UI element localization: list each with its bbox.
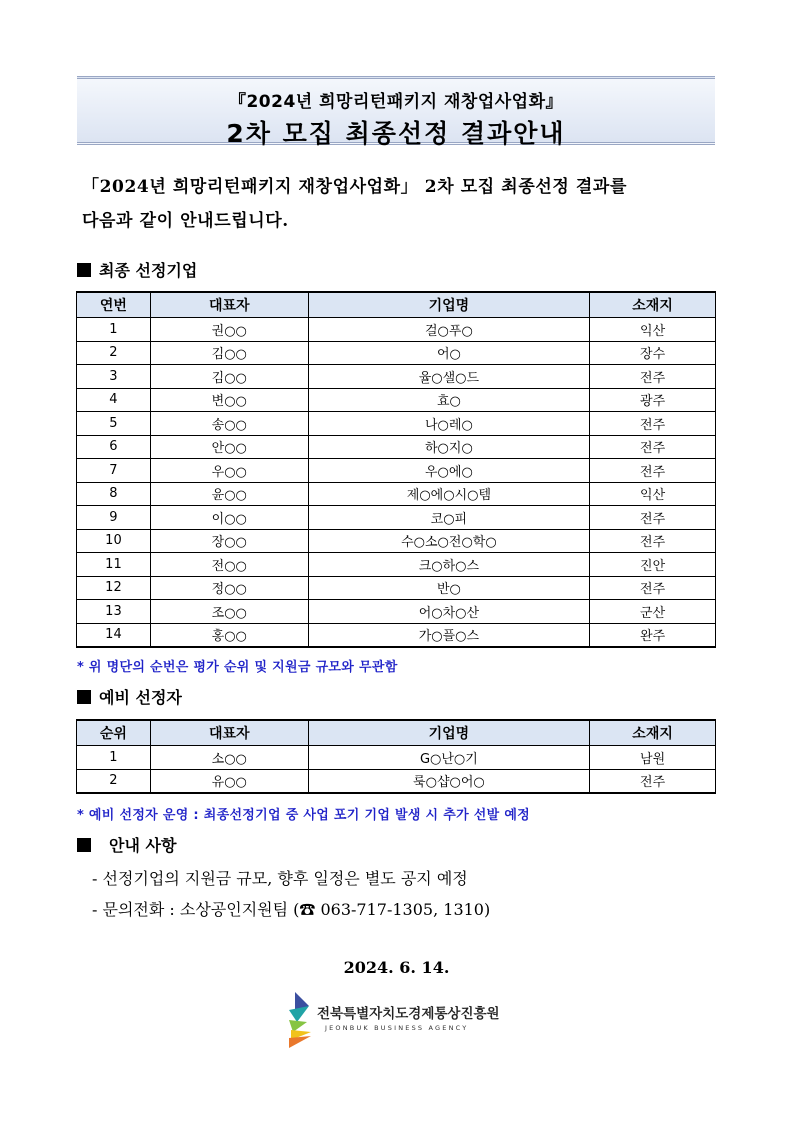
- table-row: [77, 529, 716, 553]
- table-row: [77, 482, 716, 506]
- title-banner: [77, 76, 715, 148]
- table-cell: 전주: [590, 459, 716, 483]
- reserve-selection-table: [76, 719, 716, 794]
- table-cell: 1: [77, 318, 151, 342]
- table-cell: 나○레○: [308, 412, 590, 436]
- table-cell: 3: [77, 365, 151, 389]
- reserve-note: * 예비 선정자 운영 : 최종선정기업 중 사업 포기 기업 발생 시 추가 선발 예정: [77, 808, 531, 823]
- section-heading-info: 안내 사항: [77, 833, 176, 856]
- info-item-contact: - 문의전화 : 소상공인지원팀 (☎ 063-717-1305, 1310): [92, 900, 491, 919]
- table-cell: 5: [77, 412, 151, 436]
- table-row: [77, 412, 716, 436]
- table-cell: 전주: [590, 412, 716, 436]
- table-row: [77, 600, 716, 624]
- table-cell: 어○: [308, 341, 590, 365]
- table-cell: 율○샐○드: [308, 365, 590, 389]
- section-heading-reserve: 예비 선정자: [77, 685, 182, 708]
- table-cell: 소○○: [150, 746, 308, 770]
- table-cell: 권○○: [150, 318, 308, 342]
- column-header: 기업명: [308, 292, 590, 318]
- table-cell: 2: [77, 341, 151, 365]
- document-subtitle: 『2024년 희망리턴패키지 재창업사업화』: [228, 92, 564, 112]
- table-cell: 윤○○: [150, 482, 308, 506]
- square-bullet-icon: [77, 690, 91, 704]
- table-cell: 장수: [590, 341, 716, 365]
- document-date: 2024. 6. 14.: [343, 958, 450, 977]
- document-title: 2차 모집 최종선정 결과안내: [226, 119, 566, 148]
- final-selection-note: * 위 명단의 순번은 평가 순위 및 지원금 규모와 무관함: [77, 660, 398, 675]
- table-cell: 정○○: [150, 576, 308, 600]
- table-cell: 전주: [590, 365, 716, 389]
- table-cell: 송○○: [150, 412, 308, 436]
- table-cell: 홍○○: [150, 623, 308, 647]
- table-row: [77, 318, 716, 342]
- table-cell: 안○○: [150, 435, 308, 459]
- table-cell: 1: [77, 746, 151, 770]
- agency-logo: [287, 992, 517, 1050]
- final-selection-table: [76, 291, 716, 648]
- table-cell: 전주: [590, 576, 716, 600]
- table-header-row: [77, 292, 716, 318]
- agency-name-english: JEONBUK BUSINESS AGENCY: [325, 1024, 469, 1032]
- table-header-row: [77, 720, 716, 746]
- table-row: [77, 341, 716, 365]
- agency-name: 전북특별자치도경제통상진흥원: [317, 1006, 500, 1022]
- table-cell: 이○○: [150, 506, 308, 530]
- table-cell: 김○○: [150, 341, 308, 365]
- column-header: 기업명: [308, 720, 590, 746]
- column-header: 소재지: [590, 292, 716, 318]
- column-header: 대표자: [150, 720, 308, 746]
- table-cell: 7: [77, 459, 151, 483]
- table-cell: 크○하○스: [308, 553, 590, 577]
- table-cell: 전주: [590, 435, 716, 459]
- square-bullet-icon: [77, 263, 91, 277]
- table-cell: 룩○샵○어○: [308, 769, 590, 793]
- table-cell: 반○: [308, 576, 590, 600]
- column-header: 연번: [77, 292, 151, 318]
- table-cell: 변○○: [150, 388, 308, 412]
- column-header: 대표자: [150, 292, 308, 318]
- table-cell: 우○에○: [308, 459, 590, 483]
- intro-line-2: 다음과 같이 안내드립니다.: [82, 211, 289, 231]
- table-cell: 하○지○: [308, 435, 590, 459]
- table-cell: 장○○: [150, 529, 308, 553]
- table-cell: 수○소○전○학○: [308, 529, 590, 553]
- table-cell: 유○○: [150, 769, 308, 793]
- table-row: [77, 623, 716, 647]
- table-cell: 익산: [590, 482, 716, 506]
- table-cell: 효○: [308, 388, 590, 412]
- table-cell: 우○○: [150, 459, 308, 483]
- table-row: [77, 746, 716, 770]
- table-row: [77, 506, 716, 530]
- square-bullet-icon: [77, 838, 91, 852]
- table-cell: 코○피: [308, 506, 590, 530]
- table-cell: 군산: [590, 600, 716, 624]
- table-cell: 13: [77, 600, 151, 624]
- table-row: [77, 459, 716, 483]
- intro-paragraph: [82, 170, 722, 238]
- intro-line-1: 「2024년 희망리턴패키지 재창업사업화」 2차 모집 최종선정 결과를: [82, 177, 627, 197]
- table-cell: 조○○: [150, 600, 308, 624]
- table-cell: G○난○기: [308, 746, 590, 770]
- table-cell: 전주: [590, 769, 716, 793]
- table-cell: 14: [77, 623, 151, 647]
- table-cell: 남원: [590, 746, 716, 770]
- table-cell: 전주: [590, 529, 716, 553]
- table-cell: 12: [77, 576, 151, 600]
- table-cell: 어○차○산: [308, 600, 590, 624]
- table-cell: 2: [77, 769, 151, 793]
- section-heading-final: 최종 선정기업: [77, 258, 197, 281]
- table-row: [77, 388, 716, 412]
- table-cell: 6: [77, 435, 151, 459]
- table-cell: 9: [77, 506, 151, 530]
- table-cell: 제○에○시○템: [308, 482, 590, 506]
- table-cell: 광주: [590, 388, 716, 412]
- table-cell: 8: [77, 482, 151, 506]
- table-cell: 완주: [590, 623, 716, 647]
- info-item-support: - 선정기업의 지원금 규모, 향후 일정은 별도 공지 예정: [92, 869, 468, 888]
- table-row: [77, 553, 716, 577]
- table-cell: 가○플○스: [308, 623, 590, 647]
- table-row: [77, 769, 716, 793]
- table-cell: 11: [77, 553, 151, 577]
- table-cell: 10: [77, 529, 151, 553]
- table-cell: 김○○: [150, 365, 308, 389]
- table-cell: 4: [77, 388, 151, 412]
- agency-emblem-icon: [287, 992, 315, 1050]
- table-row: [77, 365, 716, 389]
- table-cell: 걸○푸○: [308, 318, 590, 342]
- table-row: [77, 435, 716, 459]
- table-cell: 익산: [590, 318, 716, 342]
- table-cell: 전주: [590, 506, 716, 530]
- table-cell: 전○○: [150, 553, 308, 577]
- table-cell: 진안: [590, 553, 716, 577]
- column-header: 소재지: [590, 720, 716, 746]
- column-header: 순위: [77, 720, 151, 746]
- table-row: [77, 576, 716, 600]
